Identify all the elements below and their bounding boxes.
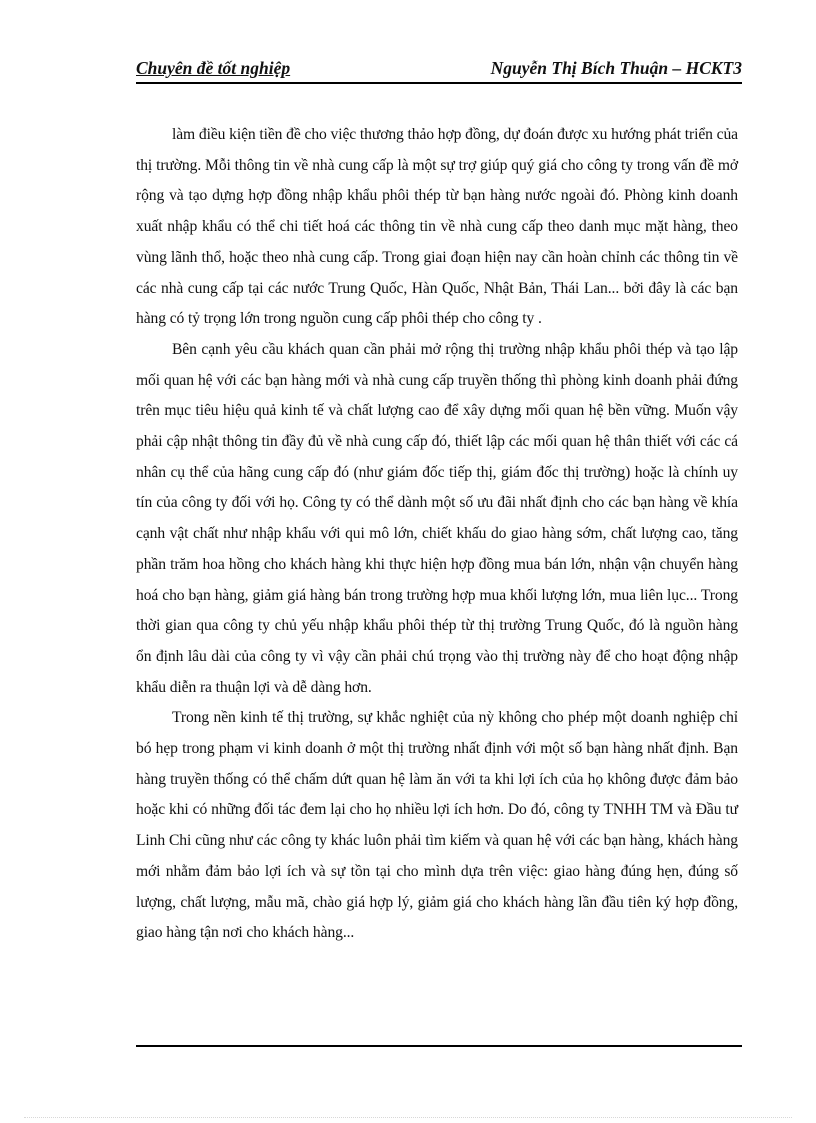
paragraph-market-economy: Trong nền kinh tế thị trường, sự khắc nghiệt của nỳ không cho phép một doanh nghiệp chỉ bó hẹp trong phạm vi kinh doanh ở một thị trường nhất định với một số bạn hàng nhất định. Bạn hàng truyền thống có thể chấm dứt quan hệ làm ăn với ta khi lợi ích của họ không được đảm bảo hoặc khi có những đối tác đem lại cho họ nhiều lợi ích hơn. Do đó, công ty TNHH TM và Đầu tư Linh Chi cũng như các công ty khác luôn phải tìm kiếm và quan hệ với các bạn hàng, khách hàng mới nhằm đảm bảo lợi ích và sự tồn tại cho mình dựa trên việc: giao hàng đúng hẹn, đúng số lượng, chất lượng, mẫu mã, chào giá hợp lý, giảm giá cho khách hàng lần đầu tiên ký hợp đồng, giao hàng tận nơi cho khách hàng... <box>136 709 738 942</box>
page-edge-divider <box>24 1117 792 1118</box>
paragraph-continuation: làm điều kiện tiền đề cho việc thương thảo hợp đồng, dự đoán được xu hướng phát triển của thị trường. Mỗi thông tin về nhà cung cấp là một sự trợ giúp quý giá cho công ty trong vấn đề mở rộng và tạo dựng hợp đồng nhập khẩu phôi thép từ bạn hàng nước ngoài đó. Phòng kinh doanh xuất nhập khẩu có thể chi tiết hoá các thông tin về nhà cung cấp theo danh mục mặt hàng, theo vùng lãnh thổ, hoặc theo nhà cung cấp. Trong giai đoạn hiện nay cần hoàn chỉnh các thông tin về các nhà cung cấp tại các nước Trung Quốc, Hàn Quốc, Nhật Bản, Thái Lan... bởi đây là các bạn hàng có tỷ trọng lớn trong nguồn cung cấp phôi thép cho công ty . <box>136 126 738 328</box>
page-header <box>136 56 742 84</box>
header-author: Nguyễn Thị Bích Thuận – HCKT3 <box>490 58 742 78</box>
header-document-type: Chuyên đề tốt nghiệp <box>136 58 291 78</box>
paragraph-supplier-relations: Bên cạnh yêu cầu khách quan cần phải mở rộng thị trường nhập khẩu phôi thép và tạo lập mối quan hệ với các bạn hàng mới và nhà cung cấp truyền thống thì phòng kinh doanh phải đứng trên mục tiêu hiệu quả kinh tế và chất lượng cao để xây dựng mối quan hệ bền vững. Muốn vậy phải cập nhật thông tin đầy đủ về nhà cung cấp đó, thiết lập các mối quan hệ thân thiết với các cá nhân cụ thể của hãng cung cấp đó (như giám đốc tiếp thị, giám đốc thị trường) hoặc là chính uy tín của công ty đối với họ. Công ty có thể dành một số ưu đãi nhất định cho các bạn hàng về khía cạnh vật chất như nhập khẩu với qui mô lớn, chiết khấu do giao hàng sớm, chất lượng cao, tăng phần trăm hoa hồng cho khách hàng khi thực hiện hợp đồng mua bán lớn, nhận vận chuyển hàng hoá cho bạn hàng, giảm giá hàng bán trong trường hợp mua khối lượng lớn, mua liên lục... Trong thời gian qua công ty chủ yếu nhập khẩu phôi thép từ thị trường Trung Quốc, đó là nguồn hàng ổn định lâu dài của công ty vì vậy cần phải chú trọng vào thị trường này để cho hoạt động nhập khẩu diễn ra thuận lợi và dễ dàng hơn. <box>136 340 738 696</box>
footer-rule <box>136 1045 742 1047</box>
body-text <box>136 120 738 949</box>
